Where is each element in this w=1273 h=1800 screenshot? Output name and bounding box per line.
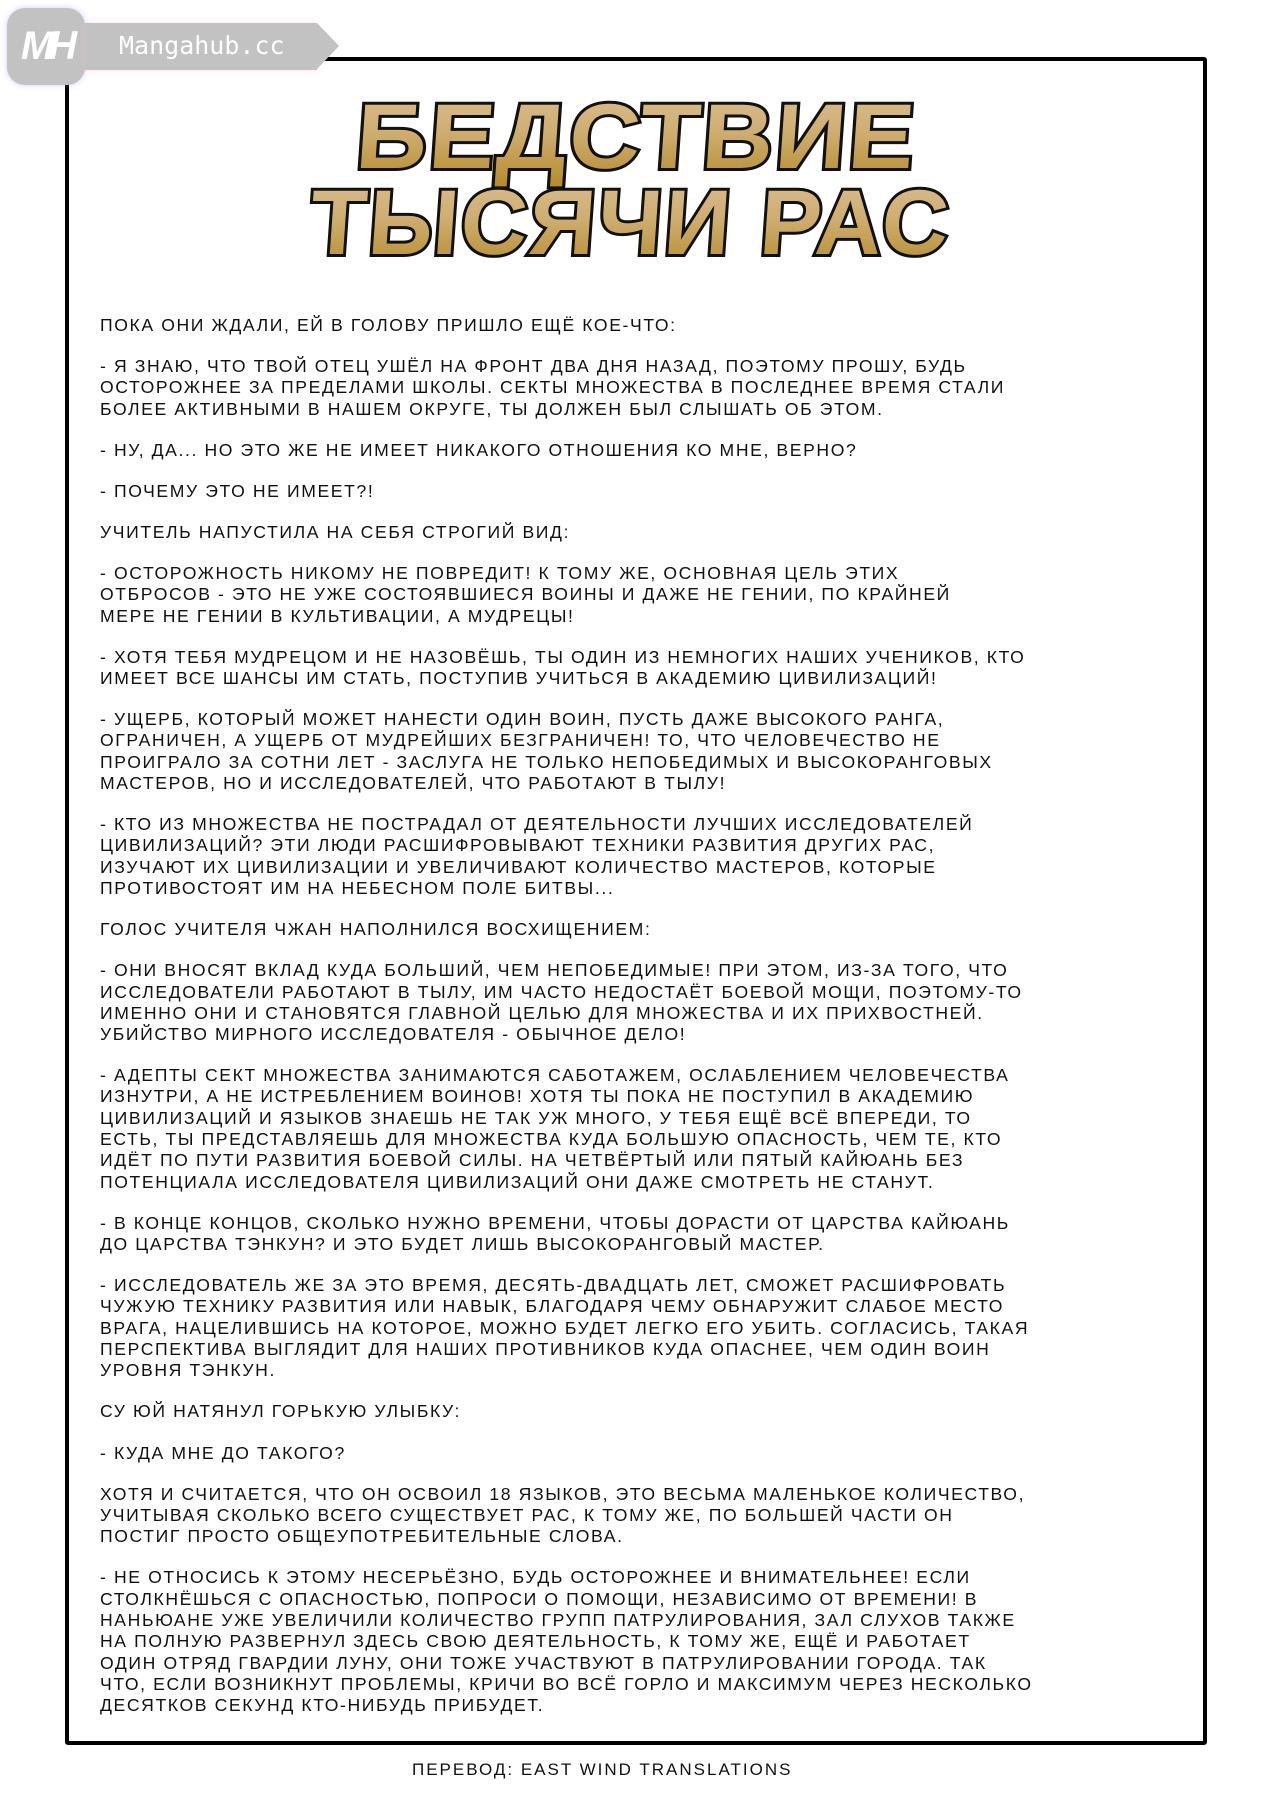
paragraph <box>100 356 1200 420</box>
title-logo <box>300 86 980 266</box>
paragraph <box>100 522 1200 543</box>
text-line: ДЕСЯТКОВ СЕКУНД КТО-НИБУДЬ ПРИБУДЕТ. <box>100 1695 545 1716</box>
text-line: УРОВНЯ ТЭНКУН. <box>100 1360 276 1381</box>
text-line: ИДЁТ ПО ПУТИ РАЗВИТИЯ БОЕВОЙ СИЛЫ. НА ЧЕТВЁРТЫЙ ИЛИ ПЯТЫЙ КАЙЮАНЬ БЕЗ <box>100 1150 965 1171</box>
text-line: БОЛЕЕ АКТИВНЫМИ В НАШЕМ ОКРУГЕ, ТЫ ДОЛЖЕН БЫЛ СЛЫШАТЬ ОБ ЭТОМ. <box>100 398 884 419</box>
paragraph <box>100 647 1200 690</box>
title-line-1: БЕДСТВИЕ <box>352 86 884 188</box>
paragraph <box>100 315 1200 336</box>
paragraph <box>100 440 1200 461</box>
text-line: - ХОТЯ ТЕБЯ МУДРЕЦОМ И НЕ НАЗОВЁШЬ, ТЫ ОДИН ИЗ НЕМНОГИХ НАШИХ УЧЕНИКОВ, КТО <box>100 646 1026 667</box>
text-line: ОТБРОСОВ - ЭТО НЕ УЖЕ СОСТОЯВШИЕСЯ ВОИНЫ И ДАЖЕ НЕ ГЕНИИ, ПО КРАЙНЕЙ <box>100 584 951 605</box>
text-line: ПОТЕНЦИАЛА ИССЛЕДОВАТЕЛЯ ЦИВИЛИЗАЦИЙ ОНИ ДАЖЕ СМОТРЕТЬ НЕ СТАНУТ. <box>100 1171 935 1192</box>
paragraph <box>100 1065 1200 1193</box>
text-line: ПОКА ОНИ ЖДАЛИ, ЕЙ В ГОЛОВУ ПРИШЛО ЕЩЁ КОЕ-ЧТО: <box>100 315 677 335</box>
paragraph <box>100 1443 1200 1464</box>
watermark-site-name: Mangahub.cc <box>119 31 285 60</box>
text-line: ОДИН ОТРЯД ГВАРДИИ ЛУНУ, ОНИ ТОЖЕ УЧАСТВУЮТ В ПАТРУЛИРОВАНИИ ГОРОДА. ТАК <box>100 1652 987 1673</box>
text-line: ВРАГА, НАЦЕЛИВШИСЬ НА КОТОРОЕ, МОЖНО БУДЕТ ЛЕГКО ЕГО УБИТЬ. СОГЛАСИСЬ, ТАКАЯ <box>100 1317 1030 1338</box>
paragraph <box>100 919 1200 940</box>
text-line: УЧИТЕЛЬ НАПУСТИЛА НА СЕБЯ СТРОГИЙ ВИД: <box>100 521 571 542</box>
text-line: ЧТО, ЕСЛИ ВОЗНИКНУТ ПРОБЛЕМЫ, КРИЧИ ВО ВСЁ ГОРЛО И МАКСИМУМ ЧЕРЕЗ НЕСКОЛЬКО <box>100 1673 1033 1694</box>
paragraph <box>100 814 1200 899</box>
paragraph <box>100 481 1200 502</box>
text-line: МЕРЕ НЕ ГЕНИИ В КУЛЬТИВАЦИИ, А МУДРЕЦЫ! <box>100 605 575 626</box>
text-line: СТОЛКНЁШЬСЯ С ОПАСНОСТЬЮ, ПОПРОСИ О ПОМОЩИ, НЕЗАВИСИМО ОТ ВРЕМЕНИ! В <box>100 1588 979 1609</box>
text-line: - ОСТОРОЖНОСТЬ НИКОМУ НЕ ПОВРЕДИТ! К ТОМУ ЖЕ, ОСНОВНАЯ ЦЕЛЬ ЭТИХ <box>100 563 900 584</box>
text-line: ИМЕЕТ ВСЕ ШАНСЫ ИМ СТАТЬ, ПОСТУПИВ УЧИТЬСЯ В АКАДЕМИЮ ЦИВИЛИЗАЦИЙ! <box>100 668 938 689</box>
paragraph <box>100 1484 1200 1548</box>
text-line: - КУДА МНЕ ДО ТАКОГО? <box>100 1442 346 1463</box>
text-line: ПЕРСПЕКТИВА ВЫГЛЯДИТ ДЛЯ НАШИХ ПРОТИВНИКОВ КУДА ОПАСНЕЕ, ЧЕМ ОДИН ВОИН <box>100 1339 991 1360</box>
text-line: ЕСТЬ, ТЫ ПРЕДСТАВЛЯЕШЬ ДЛЯ МНОЖЕСТВА КУДА БОЛЬШУЮ ОПАСНОСТЬ, ЧЕМ ТЕ, КТО <box>100 1129 1003 1150</box>
text-line: НА ПОЛНУЮ РАЗВЕРНУЛ ЗДЕСЬ СВОЮ ДЕЯТЕЛЬНОСТЬ, К ТОМУ ЖЕ, ЕЩЁ И РАБОТАЕТ <box>100 1631 971 1652</box>
site-logo-text: MH <box>20 24 72 68</box>
text-line: ПРОТИВОСТОЯТ ИМ НА НЕБЕСНОМ ПОЛЕ БИТВЫ... <box>100 878 615 899</box>
paragraph <box>100 1401 1200 1422</box>
watermark <box>7 8 337 88</box>
text-line: - ПОЧЕМУ ЭТО НЕ ИМЕЕТ?! <box>100 480 375 501</box>
text-line: ЧУЖУЮ ТЕХНИКУ РАЗВИТИЯ ИЛИ НАВЫК, БЛАГОДАРЯ ЧЕМУ ОБНАРУЖИТ СЛАБОЕ МЕСТО <box>100 1296 1005 1317</box>
text-line: ИССЛЕДОВАТЕЛИ РАБОТАЮТ В ТЫЛУ, ИМ ЧАСТО НЕДОСТАЁТ БОЕВОЙ МОЩИ, ПОЭТОМУ-ТО <box>100 981 1023 1002</box>
paragraph <box>100 563 1200 627</box>
text-line: - НЕ ОТНОСИСЬ К ЭТОМУ НЕСЕРЬЁЗНО, БУДЬ ОСТОРОЖНЕЕ И ВНИМАТЕЛЬНЕЕ! ЕСЛИ <box>100 1567 971 1588</box>
paragraph <box>100 960 1200 1045</box>
text-line: - НУ, ДА... НО ЭТО ЖЕ НЕ ИМЕЕТ НИКАКОГО ОТНОШЕНИЯ КО МНЕ, ВЕРНО? <box>100 439 858 460</box>
paragraph <box>100 1567 1200 1716</box>
text-line: ОГРАНИЧЕН, А УЩЕРБ ОТ МУДРЕЙШИХ БЕЗГРАНИЧЕН! ТО, ЧТО ЧЕЛОВЕЧЕСТВО НЕ <box>100 730 941 751</box>
text-line: УБИЙСТВО МИРНОГО ИССЛЕДОВАТЕЛЯ - ОБЫЧНОЕ ДЕЛО! <box>100 1024 687 1045</box>
paragraph <box>100 1275 1200 1381</box>
text-line: ЦИВИЛИЗАЦИЙ И ЯЗЫКОВ ЗНАЕШЬ НЕ ТАК УЖ МНОГО, У ТЕБЯ ЕЩЁ ВСЁ ВПЕРЕДИ, ТО <box>100 1107 972 1128</box>
page-title <box>300 86 980 266</box>
title-line-2: ТЫСЯЧИ РАС <box>306 171 954 266</box>
text-line: СУ ЮЙ НАТЯНУЛ ГОРЬКУЮ УЛЫБКУ: <box>100 1401 461 1422</box>
text-line: ПРОИГРАЛО ЗА СОТНИ ЛЕТ - ЗАСЛУГА НЕ ТОЛЬКО НЕПОБЕДИМЫХ И ВЫСОКОРАНГОВЫХ <box>100 751 993 772</box>
text-line: НАНЬЮАНЕ УЖЕ УВЕЛИЧИЛИ КОЛИЧЕСТВО ГРУПП ПАТРУЛИРОВАНИЯ, ЗАЛ СЛУХОВ ТАКЖЕ <box>100 1609 1016 1630</box>
watermark-arrow-shape <box>317 23 339 69</box>
text-line: ИЗУЧАЮТ ИХ ЦИВИЛИЗАЦИИ И УВЕЛИЧИВАЮТ КОЛИЧЕСТВО МАСТЕРОВ, КОТОРЫЕ <box>100 856 937 877</box>
text-line: ОСТОРОЖНЕЕ ЗА ПРЕДЕЛАМИ ШКОЛЫ. СЕКТЫ МНОЖЕСТВА В ПОСЛЕДНЕЕ ВРЕМЯ СТАЛИ <box>100 377 1006 398</box>
text-line: - В КОНЦЕ КОНЦОВ, СКОЛЬКО НУЖНО ВРЕМЕНИ, ЧТОБЫ ДОРАСТИ ОТ ЦАРСТВА КАЙЮАНЬ <box>100 1212 1010 1233</box>
text-line: ГОЛОС УЧИТЕЛЯ ЧЖАН НАПОЛНИЛСЯ ВОСХИЩЕНИЕМ: <box>100 919 652 940</box>
text-line: ИМЕННО ОНИ И СТАНОВЯТСЯ ГЛАВНОЙ ЦЕЛЬЮ ДЛЯ МНОЖЕСТВА И ИХ ПРИХВОСТНЕЙ. <box>100 1002 984 1023</box>
text-line: УЧИТЫВАЯ СКОЛЬКО ВСЕГО СУЩЕСТВУЕТ РАС, К ТОМУ ЖЕ, ПО БОЛЬШЕЙ ЧАСТИ ОН <box>100 1504 954 1525</box>
text-line: ХОТЯ И СЧИТАЕТСЯ, ЧТО ОН ОСВОИЛ 18 ЯЗЫКОВ, ЭТО ВЕСЬМА МАЛЕНЬКОЕ КОЛИЧЕСТВО, <box>100 1483 1026 1504</box>
text-line: - КТО ИЗ МНОЖЕСТВА НЕ ПОСТРАДАЛ ОТ ДЕЯТЕЛЬНОСТИ ЛУЧШИХ ИССЛЕДОВАТЕЛЕЙ <box>100 814 974 835</box>
text-line: ПОСТИГ ПРОСТО ОБЩЕУПОТРЕБИТЕЛЬНЫЕ СЛОВА. <box>100 1526 624 1547</box>
text-line: ИЗНУТРИ, А НЕ ИСТРЕБЛЕНИЕМ ВОИНОВ! ХОТЯ ТЫ ПОКА НЕ ПОСТУПИЛ В АКАДЕМИЮ <box>100 1086 975 1107</box>
text-line: - ИССЛЕДОВАТЕЛЬ ЖЕ ЗА ЭТО ВРЕМЯ, ДЕСЯТЬ-ДВАДЦАТЬ ЛЕТ, СМОЖЕТ РАСШИФРОВАТЬ <box>100 1275 1007 1296</box>
text-line: - АДЕПТЫ СЕКТ МНОЖЕСТВА ЗАНИМАЮТСЯ САБОТАЖЕМ, ОСЛАБЛЕНИЕМ ЧЕЛОВЕЧЕСТВА <box>100 1065 1010 1086</box>
text-line: - УЩЕРБ, КОТОРЫЙ МОЖЕТ НАНЕСТИ ОДИН ВОИН, ПУСТЬ ДАЖЕ ВЫСОКОГО РАНГА, <box>100 709 945 730</box>
text-line: - Я ЗНАЮ, ЧТО ТВОЙ ОТЕЦ УШЁЛ НА ФРОНТ ДВА ДНЯ НАЗАД, ПОЭТОМУ ПРОШУ, БУДЬ <box>100 356 967 377</box>
text-line: МАСТЕРОВ, НО И ИССЛЕДОВАТЕЛЕЙ, ЧТО РАБОТАЮТ В ТЫЛУ! <box>100 773 727 794</box>
translation-credit: ПЕРЕВОД: EAST WIND TRANSLATIONS <box>412 1760 793 1779</box>
story-text <box>100 315 1200 1736</box>
text-line: - ОНИ ВНОСЯТ ВКЛАД КУДА БОЛЬШИЙ, ЧЕМ НЕПОБЕДИМЫЕ! ПРИ ЭТОМ, ИЗ-ЗА ТОГО, ЧТО <box>100 960 1009 981</box>
text-line: ДО ЦАРСТВА ТЭНКУН? И ЭТО БУДЕТ ЛИШЬ ВЫСОКОРАНГОВЫЙ МАСТЕР. <box>100 1234 825 1255</box>
paragraph <box>100 709 1200 794</box>
site-logo-icon <box>7 8 85 85</box>
text-line: ЦИВИЛИЗАЦИЙ? ЭТИ ЛЮДИ РАСШИФРОВЫВАЮТ ТЕХНИКИ РАЗВИТИЯ ДРУГИХ РАС, <box>100 835 936 856</box>
paragraph <box>100 1213 1200 1256</box>
